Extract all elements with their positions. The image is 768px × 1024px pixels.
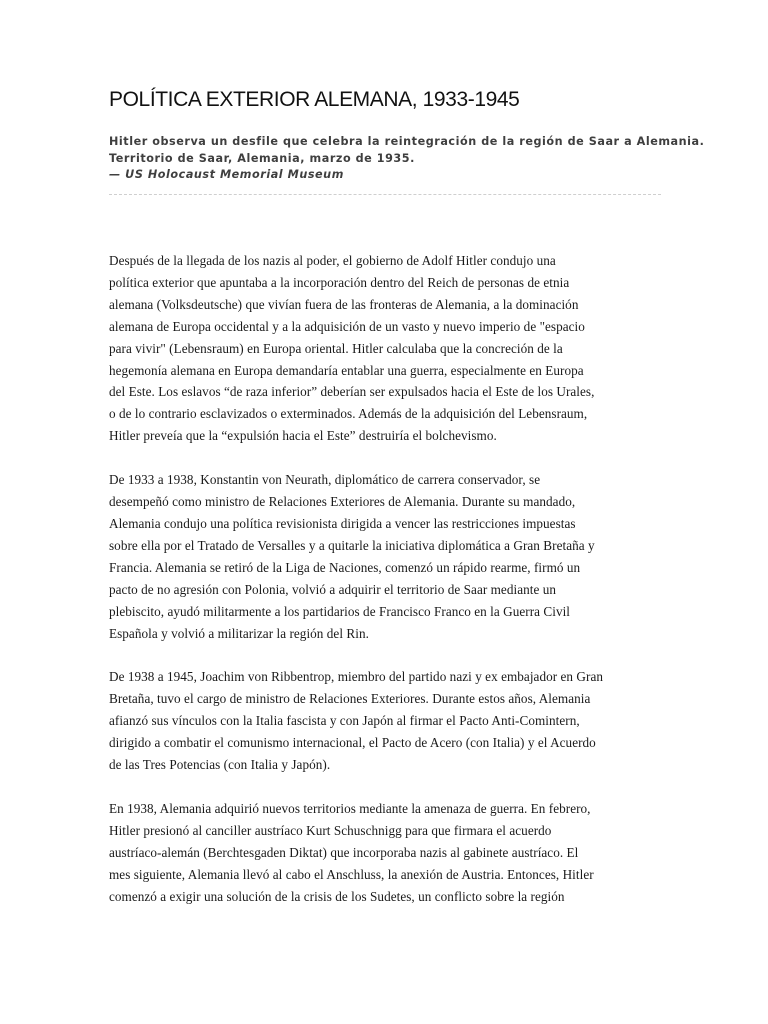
paragraph-line: alemana de Europa occidental y a la adquisición de un vasto y nuevo imperio de "espacio <box>109 318 585 334</box>
paragraph-line: Bretaña, tuvo el cargo de ministro de Relaciones Exteriores. Durante estos años, Alemania <box>109 691 591 707</box>
paragraph-line: o de lo contrario esclavizados o exterminados. Además de la adquisición del Lebensraum, <box>109 406 588 422</box>
paragraph-line: plebiscito, ayudó militarmente a los partidarios de Francisco Franco en la Guerra Civil <box>109 603 571 619</box>
paragraph-line: dirigido a combatir el comunismo internacional, el Pacto de Acero (con Italia) y el Acuerdo <box>109 735 596 751</box>
paragraph-line: para vivir" (Lebensraum) en Europa oriental. Hitler calculaba que la concreción de la <box>109 340 563 356</box>
paragraph-line: En 1938, Alemania adquirió nuevos territorios mediante la amenaza de guerra. En febrero, <box>109 800 591 816</box>
paragraph <box>109 469 665 644</box>
paragraph-line: mes siguiente, Alemania llevó al cabo el Anschluss, la anexión de Austria. Entonces, Hitler <box>109 866 594 882</box>
photo-caption <box>109 134 705 184</box>
paragraph-line: Hitler presionó al canciller austríaco Kurt Schuschnigg para que firmara el acuerdo <box>109 822 552 838</box>
caption-credit: — US Holocaust Memorial Museum <box>109 168 344 181</box>
caption-line: Hitler observa un desfile que celebra la reintegración de la región de Saar a Alemania. <box>109 135 705 148</box>
paragraph-line: pacto de no agresión con Polonia, volvió a adquirir el territorio de Saar mediante un <box>109 581 556 597</box>
paragraph-line: comenzó a exigir una solución de la crisis de los Sudetes, un conflicto sobre la región <box>109 888 565 904</box>
paragraph-line: alemana (Volksdeutsche) que vivían fuera de las fronteras de Alemania, a la dominación <box>109 296 579 312</box>
divider <box>109 194 661 195</box>
paragraph-line: Hitler preveía que la “expulsión hacia el Este” destruiría el bolchevismo. <box>109 428 497 444</box>
paragraph-line: desempeñó como ministro de Relaciones Exteriores de Alemania. Durante su mandado, <box>109 494 576 510</box>
paragraph-line: De 1938 a 1945, Joachim von Ribbentrop, miembro del partido nazi y ex embajador en Gran <box>109 669 603 685</box>
paragraph-line: austríaco-alemán (Berchtesgaden Diktat) que incorporaba nazis al gabinete austríaco. El <box>109 844 579 860</box>
paragraph-line: sobre ella por el Tratado de Versalles y a quitarle la iniciativa diplomática a Gran Bretaña y <box>109 537 595 553</box>
paragraph-line: política exterior que apuntaba a la incorporación dentro del Reich de personas de etnia <box>109 274 570 290</box>
paragraph-line: Francia. Alemania se retiró de la Liga de Naciones, comenzó un rápido rearme, firmó un <box>109 559 581 575</box>
paragraph-line: Alemania condujo una política revisionista dirigida a vencer las restricciones impuestas <box>109 515 576 531</box>
paragraph-line: de las Tres Potencias (con Italia y Japón). <box>109 757 331 773</box>
paragraph-line: De 1933 a 1938, Konstantin von Neurath, diplomático de carrera conservador, se <box>109 472 541 488</box>
article-body <box>109 250 665 929</box>
paragraph-line: Española y volvió a militarizar la región del Rin. <box>109 625 369 641</box>
paragraph-line: del Este. Los eslavos “de raza inferior” deberían ser expulsados hacia el Este de los Urales, <box>109 384 595 400</box>
paragraph <box>109 250 665 447</box>
paragraph-line: hegemonía alemana en Europa demandaría entablar una guerra, especialmente en Europa <box>109 362 584 378</box>
paragraph <box>109 798 665 908</box>
paragraph <box>109 666 665 776</box>
page-title: POLÍTICA EXTERIOR ALEMANA, 1933-1945 <box>109 88 520 111</box>
paragraph-line: afianzó sus vínculos con la Italia fascista y con Japón al firmar el Pacto Anti-Comintern, <box>109 713 580 729</box>
caption-line: Territorio de Saar, Alemania, marzo de 1935. <box>109 151 415 165</box>
paragraph-line: Después de la llegada de los nazis al poder, el gobierno de Adolf Hitler condujo una <box>109 253 556 268</box>
